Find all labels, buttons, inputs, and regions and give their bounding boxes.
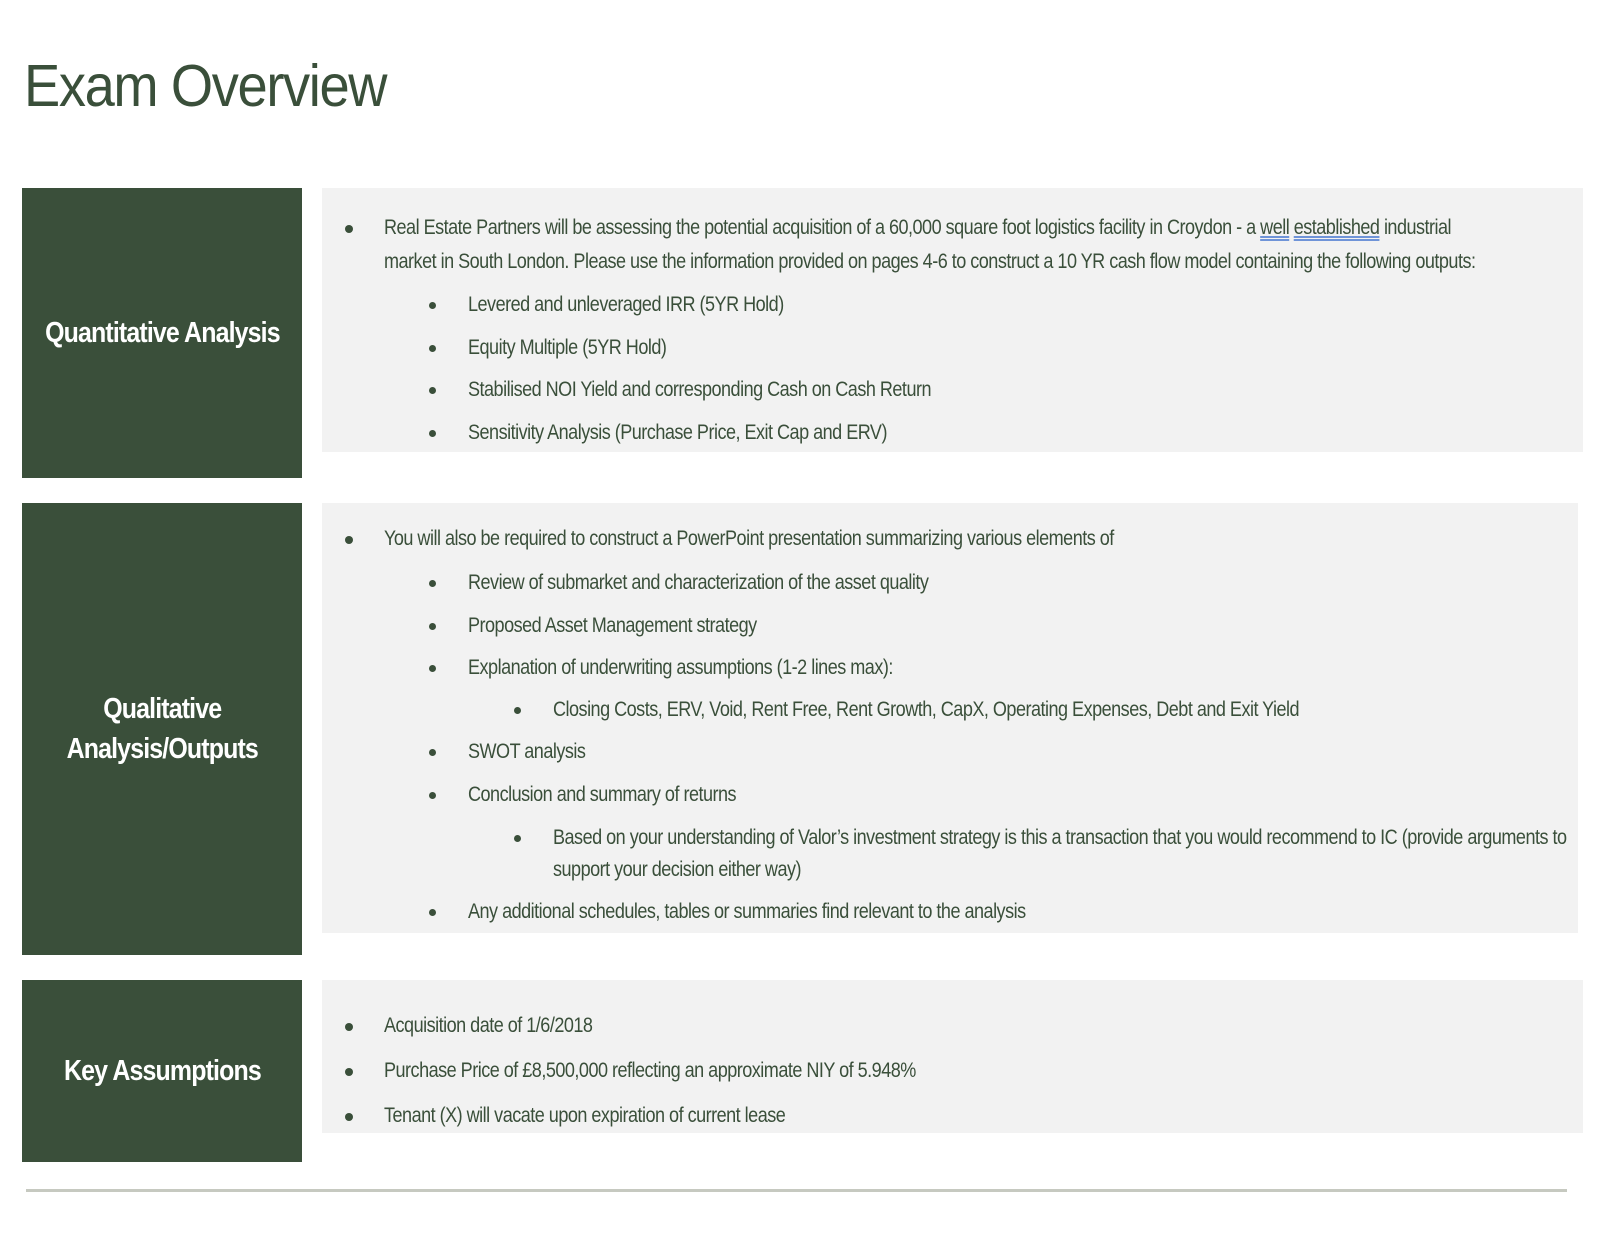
bullet-icon [345, 1113, 353, 1121]
list-item-text: SWOT analysis [468, 740, 586, 763]
list-item-text: Any additional schedules, tables or summaries find relevant to the analysis [468, 900, 1026, 923]
list-item-text: Tenant (X) will vacate upon expiration of current lease [384, 1104, 786, 1127]
list-item-text: Review of submarket and characterization of the asset quality [468, 571, 929, 594]
bullet-icon [429, 430, 436, 437]
bullet-icon [345, 1023, 353, 1031]
list-item-text: support your decision either way) [553, 858, 801, 881]
list-item-text: Sensitivity Analysis (Purchase Price, Exit Cap and ERV) [468, 421, 887, 444]
bullet-icon [429, 909, 436, 916]
section-label-text [66, 689, 257, 769]
bullet-icon [429, 387, 436, 394]
section-label-qualitative [22, 503, 302, 955]
bullet-icon [345, 536, 353, 544]
list-item-text: Proposed Asset Management strategy [468, 614, 757, 637]
list-item-text: You will also be required to construct a PowerPoint presentation summarizing various elements of [384, 527, 1114, 550]
bullet-icon [429, 665, 436, 672]
footer-divider [26, 1189, 1567, 1192]
bullet-icon [514, 835, 521, 842]
list-item-text: Closing Costs, ERV, Void, Rent Free, Rent Growth, CapX, Operating Expenses, Debt and Exit Yield [553, 698, 1300, 721]
text-segment: industrial [1379, 216, 1452, 239]
list-item-text [384, 216, 1451, 240]
bullet-icon [429, 792, 436, 799]
list-item-text: Conclusion and summary of returns [468, 783, 737, 806]
section-label-text: Key Assumptions [63, 1055, 261, 1087]
bullet-icon [429, 580, 436, 587]
section-label-line: Qualitative [102, 693, 222, 725]
list-item-text: Equity Multiple (5YR Hold) [468, 336, 667, 359]
section-label-quantitative [22, 188, 302, 478]
list-item-text: Levered and unleveraged IRR (5YR Hold) [468, 293, 784, 316]
section-label-line: Analysis/Outputs [66, 733, 258, 765]
bullet-icon [514, 707, 521, 714]
section-label-text: Quantitative Analysis [44, 317, 280, 349]
bullet-icon [429, 749, 436, 756]
list-item-text: Acquisition date of 1/6/2018 [384, 1014, 593, 1037]
list-item-text: Explanation of underwriting assumptions (1-2 lines max): [468, 656, 893, 679]
bullet-icon [429, 345, 436, 352]
page-title: Exam Overview [24, 53, 387, 119]
list-item-text: Stabilised NOI Yield and corresponding Cash on Cash Return [468, 378, 932, 401]
bullet-icon [429, 302, 436, 309]
list-item-text: market in South London. Please use the information provided on pages 4-6 to construct a 10 YR cash flow model containing the following outputs: [384, 250, 1476, 273]
bullet-icon [429, 623, 436, 630]
spellcheck-underlined-word: established [1293, 216, 1380, 239]
spellcheck-underlined-word: well [1260, 216, 1290, 239]
bullet-icon [345, 225, 353, 233]
text-segment: Real Estate Partners will be assessing the potential acquisition of a 60,000 square foot logistics facility in Croydon - a [384, 216, 1261, 239]
list-item-text: Purchase Price of £8,500,000 reflecting an approximate NIY of 5.948% [384, 1059, 916, 1082]
list-item-text: Based on your understanding of Valor’s investment strategy is this a transaction that you would recommend to IC (provide arguments to [553, 826, 1567, 849]
bullet-icon [345, 1068, 353, 1076]
section-label-key-assumptions [22, 980, 302, 1162]
